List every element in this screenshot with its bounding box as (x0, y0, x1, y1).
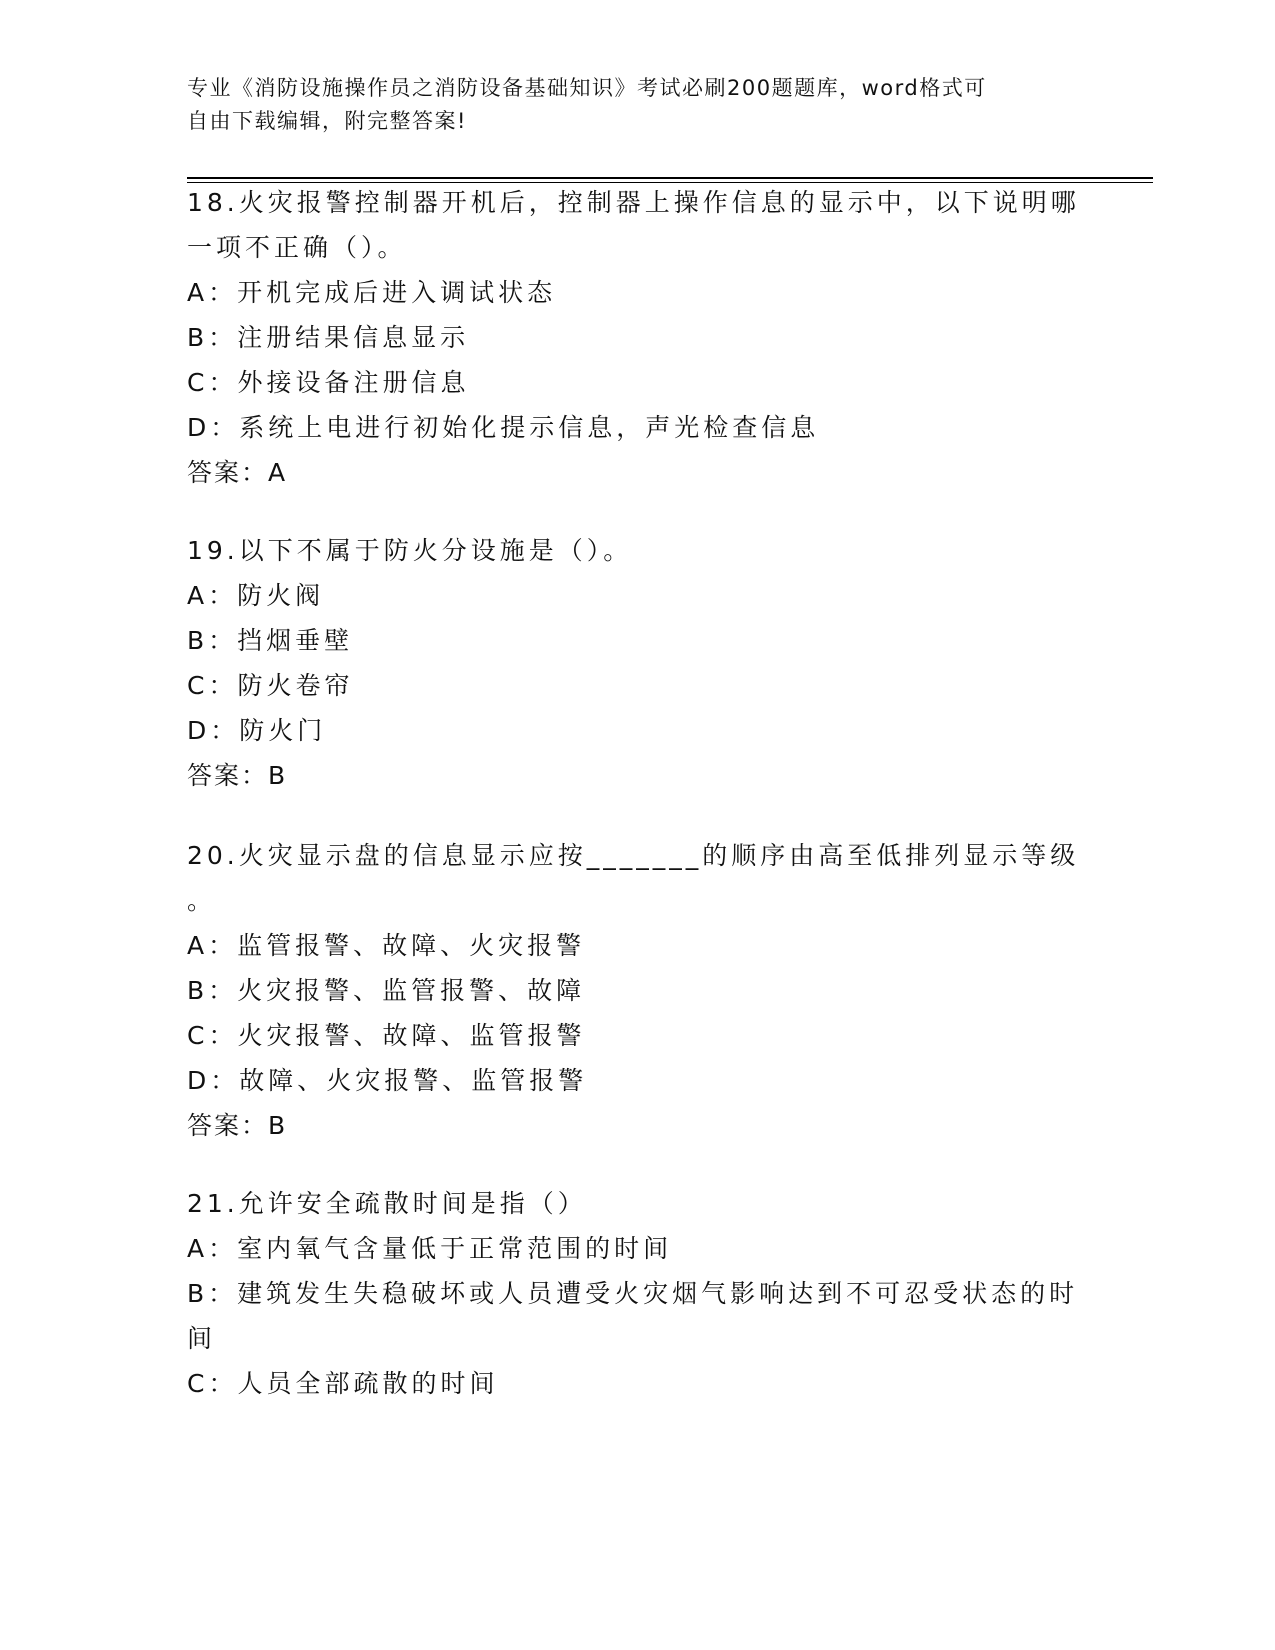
option-c: C：防火卷帘 (187, 671, 354, 700)
question-stem-line-1: 18.火灾报警控制器开机后，控制器上操作信息的显示中，以下说明哪 (187, 188, 1080, 217)
question-stem-line-2: 。 (187, 886, 217, 915)
question-stem-line-2: 一项不正确（）。 (187, 233, 407, 262)
question-stem-line-1: 20.火灾显示盘的信息显示应按_______的顺序由高至低排列显示等级 (187, 841, 1080, 870)
answer: 答案：B (187, 761, 288, 790)
option-d: D：系统上电进行初始化提示信息，声光检查信息 (187, 413, 820, 442)
option-d: D：故障、火灾报警、监管报警 (187, 1066, 588, 1095)
answer: 答案：B (187, 1111, 288, 1140)
option-a: A：监管报警、故障、火灾报警 (187, 931, 586, 960)
question-stem-line-1: 19.以下不属于防火分设施是（）。 (187, 536, 633, 565)
option-c: C：外接设备注册信息 (187, 368, 470, 397)
header-line-2: 自由下载编辑，附完整答案! (187, 109, 467, 133)
option-c: C：火灾报警、故障、监管报警 (187, 1021, 586, 1050)
option-b-continued: 间 (187, 1324, 217, 1353)
header-divider-thick (187, 177, 1153, 179)
question-21 (187, 1181, 1087, 1406)
option-b: B：注册结果信息显示 (187, 323, 470, 352)
answer: 答案：A (187, 458, 288, 487)
option-a: A：室内氧气含量低于正常范围的时间 (187, 1234, 673, 1263)
option-d: D：防火门 (187, 716, 327, 745)
option-c: C：人员全部疏散的时间 (187, 1369, 499, 1398)
question-stem-line-1: 21.允许安全疏散时间是指（） (187, 1189, 587, 1218)
option-b: B：挡烟垂壁 (187, 626, 354, 655)
header-line-1: 专业《消防设施操作员之消防设备基础知识》考试必刷200题题库，word格式可 (187, 76, 987, 100)
question-18 (187, 180, 1087, 495)
option-a: A：开机完成后进入调试状态 (187, 278, 557, 307)
option-b: B：建筑发生失稳破坏或人员遭受火灾烟气影响达到不可忍受状态的时 (187, 1279, 1079, 1308)
option-b: B：火灾报警、监管报警、故障 (187, 976, 586, 1005)
question-19 (187, 528, 1087, 798)
question-20 (187, 833, 1087, 1148)
option-a: A：防火阀 (187, 581, 325, 610)
document-header (187, 72, 1067, 138)
